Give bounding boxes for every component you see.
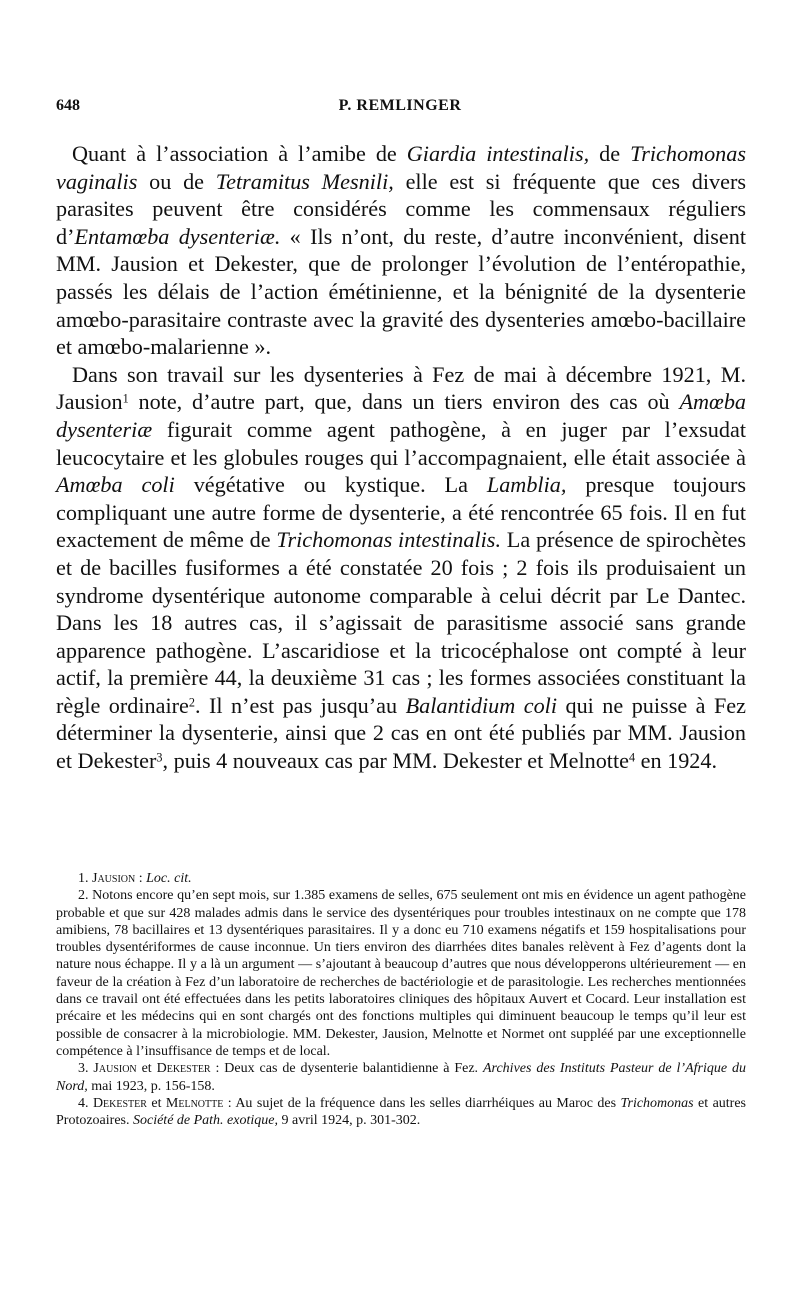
text-run: presque toujours compliquant une autre forme de dysenterie, a été rencontrée 65 fois. Il en fut exactement de même de <box>56 472 746 553</box>
text-run: de <box>589 141 631 166</box>
footnote-4 <box>56 1095 746 1130</box>
author-name: Jausion <box>92 871 136 886</box>
paragraph <box>56 140 746 361</box>
author-name: Jausion <box>93 1061 137 1077</box>
text-run: . Il n’est pas jusqu’au <box>195 692 406 718</box>
taxon-name: Trichomonas vaginalis <box>56 141 746 194</box>
text-run: végétative ou kystique. La <box>174 472 487 498</box>
taxon-name: Amœba dysenteriæ <box>56 389 746 442</box>
text-run: mai 1923, p. 156-158. <box>87 1078 215 1094</box>
text-run: , puis 4 nouveaux cas par MM. Dekester et Melnotte <box>162 748 629 774</box>
text-run: elle est si fréquente que ces divers parasites peuvent être considérés comme les commensaux réguliers d’ <box>56 168 746 249</box>
paragraph <box>56 361 746 775</box>
main-text <box>56 140 746 775</box>
footnote-ref: 3 <box>156 750 163 765</box>
text-run: : Deux cas de dysenterie balantidienne à Fez. <box>210 1061 483 1077</box>
text-run: figurait comme agent pathogène, à en juger par l’exsudat leucocytaire et les globules rouges qui l’accompagnaient, elle était associée à <box>56 416 746 470</box>
footnote-3 <box>56 1060 746 1095</box>
journal-title: Archives des Instituts Pasteur de l’Afrique du Nord, <box>56 1061 747 1094</box>
footnote-2: 2. Notons encore qu’en sept mois, sur 1.385 examens de selles, 675 seulement ont mis en évidence un agent pathogène probable et que sur 428 malades admis dans le service des dysentériques pour troubles intestinaux on ne compte que 178 amibiens, 78 bacillaires et 13 dysentériques parasitaires. Il y a donc eu 710 examens négatifs et 159 hospitalisations pour troubles dysentériformes de cause inconnue. Un tiers environ des diarrhées dites banales relèvent à Fez d’agents dont la nature nous échappe. Il y a là un argument — s’ajoutant à beaucoup d’autres que nous développerons ultérieurement — en faveur de la création à Fez d’un laboratoire de recherches de bactériologie et de parasitologie. Les recherches mentionnées dans ce travail ont été effectuées dans les petits laboratoires cliniques des hôpitaux Auvert et Cocard. Leur installation est précaire et les médecins qui en sont chargés ont des fonctions multiples qui diminuent beaucoup le temps qu’il leur est possible de consacrer à la microbiologie. MM. Dekester, Jausion, Melnotte et Normet ont suppléé par une exceptionnelle compétence à l’insuffisance de temps et de local. <box>56 888 746 1059</box>
author-name: Dekester <box>92 1095 147 1111</box>
taxon-name: Trichomonas intestinalis. <box>276 527 501 553</box>
text-run: Quant à l’association à l’amibe de <box>72 141 407 166</box>
footnote-ref: 2 <box>188 695 196 710</box>
footnote-number: 3. <box>78 1061 94 1077</box>
text-run: et <box>146 1095 166 1111</box>
taxon-name: Balantidium coli <box>405 692 558 718</box>
author-name: Melnotte <box>165 1095 224 1111</box>
text-run: Dans son travail sur les dysenteries à Fez de mai à décembre 1921, M. Jausion <box>56 361 746 415</box>
page-number: 648 <box>56 97 80 114</box>
text-run: 9 avril 1924, p. 301-302. <box>277 1113 421 1129</box>
text-run: : <box>135 871 147 886</box>
taxon-name: Trichomonas <box>620 1095 694 1111</box>
author-name: Dekester <box>156 1061 211 1077</box>
taxon-name: Giardia intestinalis, <box>406 141 590 166</box>
taxon-name: Amœba coli <box>56 472 175 498</box>
footnote-number: 1. <box>78 871 92 886</box>
footnote-1 <box>56 870 746 887</box>
journal-title: Société de Path. exotique, <box>132 1113 278 1129</box>
text-run: ou de <box>137 168 216 194</box>
text-run: en 1924. <box>635 748 718 774</box>
running-header <box>56 97 744 123</box>
footnote-ref: 4 <box>628 750 636 765</box>
text-run: note, d’autre part, que, dans un tiers environ des cas où <box>128 389 680 415</box>
text-run: et <box>136 1061 157 1077</box>
text-run: : Au sujet de la fréquence dans les selles diarrhéiques au Maroc des <box>223 1095 621 1111</box>
citation-title: Loc. cit. <box>146 871 192 886</box>
text-run: La présence de spirochètes et de bacilles fusiformes a été constatée 20 fois ; 2 fois ils produisaient un syndrome dysentérique autonome comparable à celui décrit par Le Dantec. Dans les 18 autres cas, il s’agissait de parasitisme associé sans grande apparence pathogène. L’ascaridiose et la tricocéphalose ont compté à leur actif, la première 44, la deuxième 31 cas ; les formes associées constituant la règle ordinaire <box>56 527 746 718</box>
footnote-ref: 1 <box>122 391 129 406</box>
text-run: et autres Protozoaires. <box>56 1095 747 1129</box>
text-run: « Ils n’ont, du reste, d’autre inconvénient, disent MM. Jausion et Dekester, que de prolonger l’évolution de l’entéropathie, passés les délais de l’action émétinienne, et la bénignité de la dysenterie amœbo-parasitaire contraste avec la gravité des dysenteries amœbo-bacillaire et amœbo-malarienne ». <box>56 223 746 360</box>
taxon-name: Entamœba dysenteriæ. <box>74 223 281 249</box>
taxon-name: Tetramitus Mesnili, <box>215 168 394 194</box>
text-run: qui ne puisse à Fez déterminer la dysenterie, ainsi que 2 cas en ont été publiés par MM. Jausion et Dekester <box>56 692 746 774</box>
taxon-name: Lamblia, <box>486 472 567 498</box>
running-title: P. REMLINGER <box>338 97 462 114</box>
footnote-number: 4. <box>78 1095 93 1111</box>
footnotes <box>56 870 746 1129</box>
